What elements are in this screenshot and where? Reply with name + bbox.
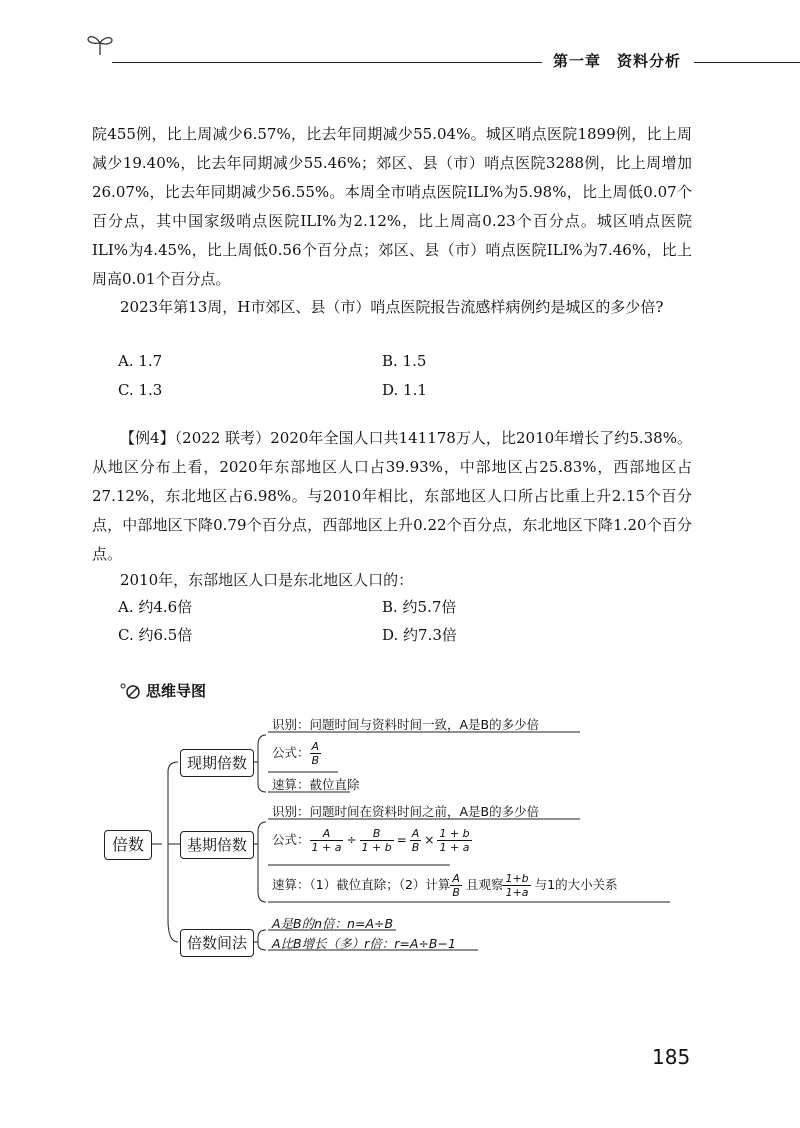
chapter-title: 第一章 资料分析 — [553, 52, 682, 70]
quick-mid: 且观察 — [465, 877, 504, 892]
passage-text: 院455例，比上周减少6.57%，比去年同期减少55.04%。城区哨点医院1899例，比上周减少19.40%，比去年同期减少55.46%；郊区、县（市）哨点医院3288例，比上周增加26.07%，比去年同期减少56.55%。本周全市哨点医院ILI%为5.98%，比上周低0.07个百分点，其中国家级哨点医院ILI%为2.12%，比上周高0.23个百分点。城区哨点医院ILI%为4.45%，比上周低0.56个百分点；郊区、县（市）哨点医院ILI%为7.46%，比上周高0.01个百分点。 — [92, 125, 692, 288]
formula-frac-2: $\frac{B}{1 + b}$ — [361, 827, 392, 854]
ex4-option-c: C. 约6.5倍 — [118, 626, 193, 644]
branch-base-quick — [272, 872, 618, 899]
branch-current-formula — [272, 740, 321, 767]
quick-frac-1: $\frac{A}{B}$ — [452, 872, 460, 899]
ex4-option-a: A. 约4.6倍 — [118, 598, 193, 616]
mindmap-branch-method: 倍数间法 — [180, 929, 254, 957]
q1-option-d: D. 1.1 — [382, 381, 427, 399]
mindmap-branch-current: 现期倍数 — [180, 749, 254, 777]
mindmap-branch-base: 基期倍数 — [180, 831, 254, 859]
formula-frac-4: $\frac{1 + b}{1 + a}$ — [439, 827, 470, 854]
formula-op-divide: ÷ — [346, 833, 357, 847]
branch-base-formula — [272, 827, 472, 854]
formula-op-times: × — [424, 833, 435, 847]
branch-current-identify: 识别：问题时间与资料时间一致，A是B的多少倍 — [272, 717, 540, 732]
formula-prefix: 公式： — [272, 745, 310, 760]
branch-method-item-1: A是B的n倍：n=A÷B — [272, 916, 394, 931]
quick-suffix: 与1的大小关系 — [534, 877, 618, 892]
quick-frac-2: $\frac{1+b}{1+a}$ — [505, 872, 529, 899]
mindmap-root-node: 倍数 — [104, 830, 152, 860]
formula-prefix: 公式： — [272, 832, 310, 847]
branch-method-item-2: A比B增长（多）r倍：r=A÷B−1 — [272, 936, 456, 951]
branch-current-quick: 速算：截位直除 — [272, 777, 360, 792]
example-4-question: 2010年，东部地区人口是东北地区人口的： — [120, 571, 414, 589]
formula-frac-1: $\frac{A}{1 + a}$ — [311, 827, 342, 854]
formula-fraction: $\frac{A}{B}$ — [311, 740, 320, 767]
q1-option-a: A. 1.7 — [118, 352, 163, 370]
branch-base-identify: 识别：问题时间在资料时间之前，A是B的多少倍 — [272, 804, 540, 819]
formula-op-equals: = — [396, 833, 407, 847]
q1-option-b: B. 1.5 — [382, 352, 427, 370]
example-4-text: 【例4】（2022 联考）2020年全国人口共141178万人，比2010年增长了约5.38%。从地区分布上看，2020年东部地区人口占39.93%，中部地区占25.83%，西部地区占27.12%，东北地区占6.98%。与2010年相比，东部地区人口所占比重上升2.15个百分点，中部地区下降0.79个百分点，西部地区上升0.22个百分点，东北地区下降1.20个百分点。 — [92, 429, 692, 563]
q1-option-c: C. 1.3 — [118, 381, 163, 399]
page-number: 185 — [652, 1045, 691, 1069]
mindmap-title-text: 思维导图 — [146, 682, 207, 700]
formula-frac-3: $\frac{A}{B}$ — [411, 827, 420, 854]
quick-prefix: 速算：（1）截位直除；（2）计算 — [272, 877, 451, 892]
question-1-text: 2023年第13周，H市郊区、县（市）哨点医院报告流感样病例约是城区的多少倍? — [120, 298, 664, 316]
ex4-option-d: D. 约7.3倍 — [382, 626, 457, 644]
ex4-option-b: B. 约5.7倍 — [382, 598, 457, 616]
